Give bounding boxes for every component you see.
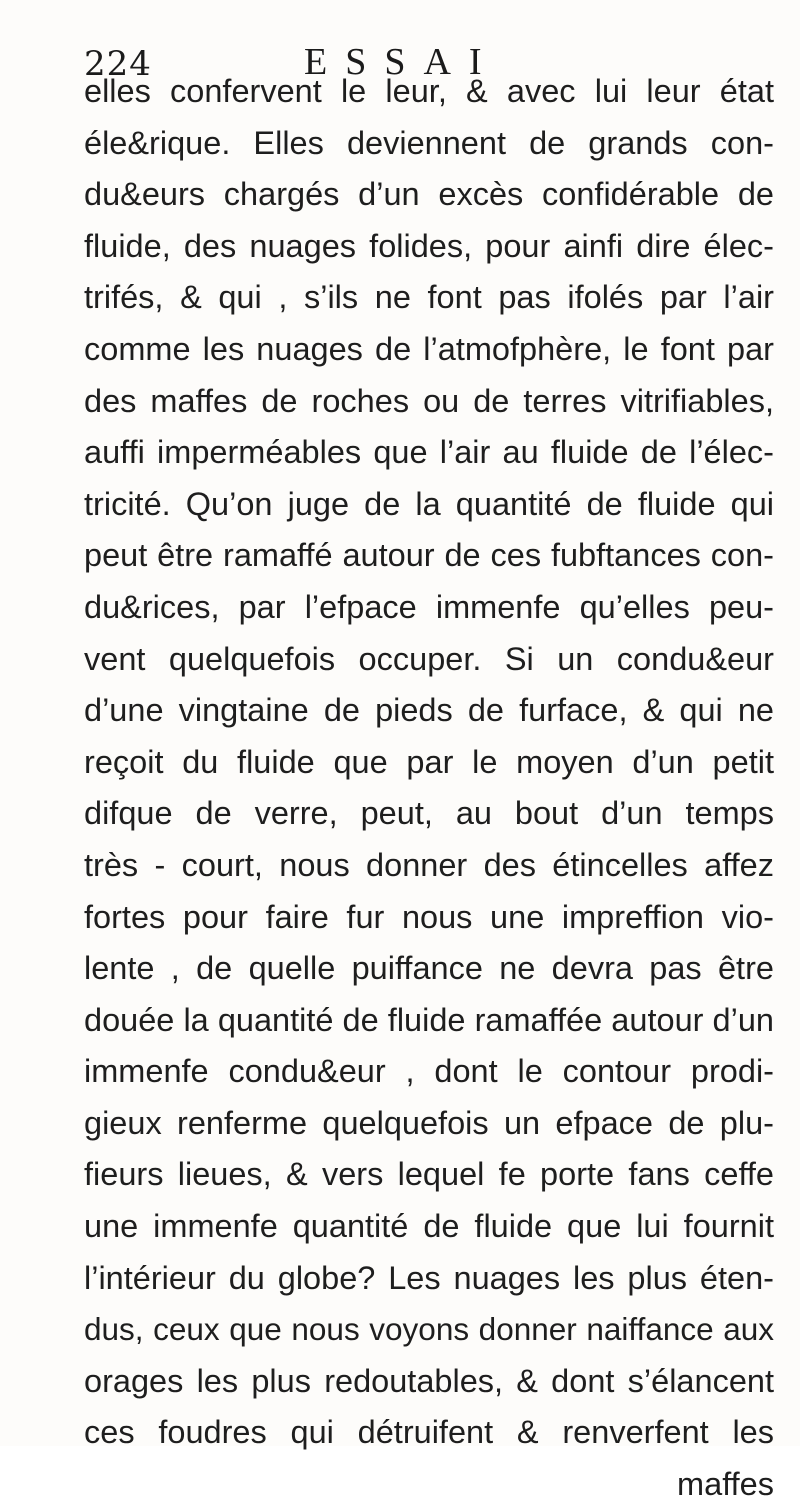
text-line: immenfe condu&eur , dont le contour prodi- <box>84 1053 774 1090</box>
text-line: tricité. Qu’on juge de la quantité de fluide qui <box>84 485 774 522</box>
running-head: ESSAI <box>304 41 500 83</box>
text-line: orages les plus redoutables, & dont s’élancent <box>84 1362 774 1399</box>
text-line: auffi imperméables que l’air au fluide de l’élec- <box>84 434 774 471</box>
text-line: l’intérieur du globe? Les nuages les plus éten- <box>84 1259 774 1296</box>
text-line: une immenfe quantité de fluide que lui fournit <box>84 1208 774 1245</box>
text-line: fluide, des nuages folides, pour ainfi dire élec- <box>84 227 774 264</box>
text-line: d’une vingtaine de pieds de furface, & qui ne <box>84 692 774 729</box>
text-line: douée la quantité de fluide ramaffée autour d’un <box>84 1001 774 1038</box>
text-line: des maffes de roches ou de terres vitrifiables, <box>84 382 774 419</box>
page-number: 224 <box>84 44 152 84</box>
text-line: éle&rique. Elles deviennent de grands con- <box>84 124 774 161</box>
body-text <box>84 66 774 1511</box>
text-line: reçoit du fluide que par le moyen d’un petit <box>84 743 774 780</box>
text-line: lente , de quelle puiffance ne devra pas être <box>84 950 774 987</box>
text-line: ces foudres qui détruifent & renverfent les <box>84 1414 774 1451</box>
text-line: fortes pour faire fur nous une impreffion vio- <box>84 898 774 935</box>
text-line-last: maffes <box>677 1466 774 1503</box>
text-line: vent quelquefois occuper. Si un condu&eur <box>84 640 774 677</box>
text-line: dus, ceux que nous voyons donner naiffance aux <box>84 1311 774 1348</box>
text-line: peut être ramaffé autour de ces fubftances con- <box>84 537 774 574</box>
text-line: elles confervent le leur, & avec lui leur état <box>84 73 774 109</box>
text-line: très - court, nous donner des étincelles affez <box>84 846 774 883</box>
text-line: du&eurs chargés d’un excès confidérable de <box>84 176 774 213</box>
text-line: gieux renferme quelquefois un efpace de plu- <box>84 1104 774 1141</box>
text-line: trifés, & qui , s’ils ne font pas ifolés par l’air <box>84 279 774 316</box>
text-line: fieurs lieues, & vers lequel fe porte fans ceffe <box>84 1156 774 1193</box>
text-line: comme les nuages de l’atmofphère, le font par <box>84 330 774 367</box>
text-line: du&rices, par l’efpace immenfe qu’elles peu- <box>84 588 774 625</box>
text-line: difque de verre, peut, au bout d’un temps <box>84 795 774 832</box>
